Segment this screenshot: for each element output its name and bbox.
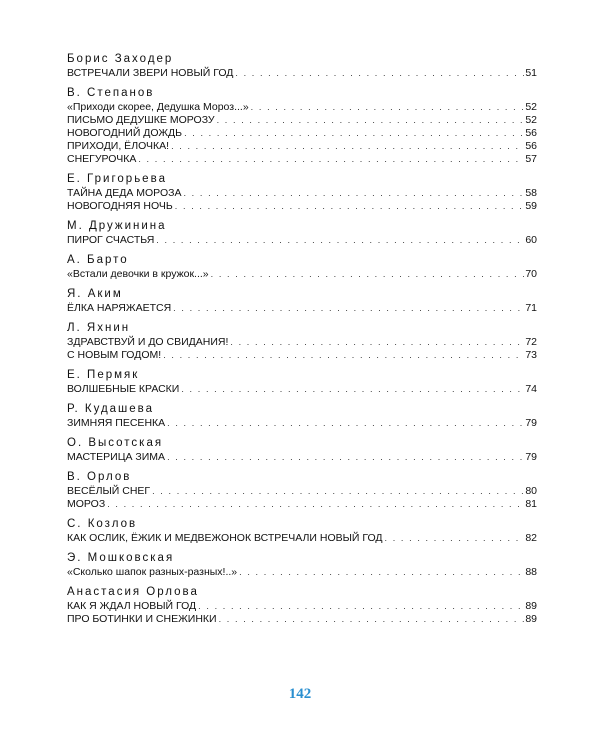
entry-page-number: 71: [525, 302, 537, 314]
toc-entry: [67, 417, 537, 430]
entry-title: ЗДРАВСТВУЙ И ДО СВИДАНИЯ!: [67, 336, 229, 348]
entry-title: МОРОЗ: [67, 498, 106, 510]
toc-entry: [67, 268, 537, 281]
toc-section: [67, 172, 537, 213]
toc-section: [67, 517, 537, 545]
toc-entry: [67, 234, 537, 247]
toc-entry: [67, 140, 537, 153]
toc-section: [67, 86, 537, 166]
toc-section: [67, 52, 537, 80]
entry-title: ТАЙНА ДЕДА МОРОЗА: [67, 187, 182, 199]
entry-page-number: 79: [525, 417, 537, 429]
entry-page-number: 56: [525, 140, 537, 152]
entry-page-number: 74: [525, 383, 537, 395]
entry-page-number: 59: [525, 200, 537, 212]
dot-leader: [171, 140, 524, 153]
toc-section: [67, 287, 537, 315]
dot-leader: [219, 613, 525, 626]
dot-leader: [156, 234, 524, 247]
entry-page-number: 52: [525, 114, 537, 126]
dot-leader: [163, 349, 524, 362]
dot-leader: [184, 127, 524, 140]
entry-title: ЁЛКА НАРЯЖАЕТСЯ: [67, 302, 172, 314]
toc-entry: [67, 200, 537, 213]
author-name: В. Орлов: [67, 471, 132, 483]
entry-title: КАК ОСЛИК, ЁЖИК И МЕДВЕЖОНОК ВСТРЕЧАЛИ НОВЫЙ ГОД: [67, 532, 383, 544]
entry-title: НОВОГОДНЯЯ НОЧЬ: [67, 200, 173, 212]
author-name: Е. Пермяк: [67, 369, 140, 381]
entry-title: НОВОГОДНИЙ ДОЖДЬ: [67, 127, 183, 139]
toc-entry: [67, 67, 537, 80]
entry-title: ВСТРЕЧАЛИ ЗВЕРИ НОВЫЙ ГОД: [67, 67, 234, 79]
toc-section: [67, 436, 537, 464]
toc-entry: [67, 613, 537, 626]
toc-entry: [67, 302, 537, 315]
toc-entry: [67, 153, 537, 166]
toc-section: [67, 551, 537, 579]
entry-page-number: 57: [525, 153, 537, 165]
entry-page-number: 82: [525, 532, 537, 544]
entry-page-number: 72: [525, 336, 537, 348]
author-name: Р. Кудашева: [67, 403, 155, 415]
entry-page-number: 79: [525, 451, 537, 463]
entry-page-number: 51: [525, 67, 537, 79]
entry-page-number: 73: [525, 349, 537, 361]
entry-title: ЗИМНЯЯ ПЕСЕНКА: [67, 417, 166, 429]
entry-title: ПРО БОТИНКИ И СНЕЖИНКИ: [67, 613, 217, 625]
entry-title: «Приходи скорее, Дедушка Мороз...»: [67, 101, 249, 113]
author-name: С. Козлов: [67, 518, 138, 530]
dot-leader: [167, 451, 524, 464]
dot-leader: [239, 566, 524, 579]
author-name: Э. Мошковская: [67, 552, 175, 564]
dot-leader: [230, 336, 524, 349]
dot-leader: [217, 114, 525, 127]
author-name: Е. Григорьева: [67, 173, 167, 185]
entry-title: ПИРОГ СЧАСТЬЯ: [67, 234, 155, 246]
dot-leader: [251, 101, 525, 114]
toc-entry: [67, 451, 537, 464]
dot-leader: [107, 498, 524, 511]
entry-title: СНЕГУРОЧКА: [67, 153, 137, 165]
dot-leader: [152, 485, 524, 498]
author-name: О. Высотская: [67, 437, 164, 449]
author-name: Я. Аким: [67, 288, 123, 300]
toc-entry: [67, 187, 537, 200]
entry-title: ВОЛШЕБНЫЕ КРАСКИ: [67, 383, 180, 395]
toc-entry: [67, 101, 537, 114]
entry-page-number: 89: [525, 613, 537, 625]
author-name: Борис Заходер: [67, 53, 174, 65]
entry-page-number: 89: [525, 600, 537, 612]
toc-entry: [67, 127, 537, 140]
entry-title: «Сколько шапок разных-разных!..»: [67, 566, 238, 578]
toc-entry: [67, 566, 537, 579]
dot-leader: [235, 67, 524, 80]
toc-section: [67, 402, 537, 430]
entry-page-number: 60: [525, 234, 537, 246]
author-name: В. Степанов: [67, 87, 155, 99]
entry-page-number: 70: [525, 268, 537, 280]
toc-entry: [67, 114, 537, 127]
toc-entry: [67, 532, 537, 545]
toc-section: [67, 219, 537, 247]
toc-entry: [67, 498, 537, 511]
dot-leader: [211, 268, 525, 281]
dot-leader: [167, 417, 524, 430]
entry-page-number: 56: [525, 127, 537, 139]
dot-leader: [183, 187, 524, 200]
toc-section: [67, 368, 537, 396]
entry-title: ВЕСЁЛЫЙ СНЕГ: [67, 485, 151, 497]
entry-page-number: 81: [525, 498, 537, 510]
dot-leader: [385, 532, 525, 545]
toc-entry: [67, 600, 537, 613]
dot-leader: [173, 302, 524, 315]
entry-title: ПИСЬМО ДЕДУШКЕ МОРОЗУ: [67, 114, 215, 126]
author-name: Анастасия Орлова: [67, 586, 199, 598]
toc-entry: [67, 349, 537, 362]
table-of-contents: [67, 52, 537, 632]
toc-entry: [67, 336, 537, 349]
toc-section: [67, 321, 537, 362]
dot-leader: [198, 600, 524, 613]
author-name: А. Барто: [67, 254, 129, 266]
entry-title: МАСТЕРИЦА ЗИМА: [67, 451, 166, 463]
dot-leader: [175, 200, 525, 213]
entry-title: С НОВЫМ ГОДОМ!: [67, 349, 162, 361]
dot-leader: [181, 383, 524, 396]
entry-title: «Встали девочки в кружок...»: [67, 268, 209, 280]
toc-entry: [67, 383, 537, 396]
entry-page-number: 58: [525, 187, 537, 199]
author-name: Л. Яхнин: [67, 322, 131, 334]
toc-section: [67, 253, 537, 281]
author-name: М. Дружинина: [67, 220, 167, 232]
toc-entry: [67, 485, 537, 498]
toc-section: [67, 585, 537, 626]
entry-title: ПРИХОДИ, ЁЛОЧКА!: [67, 140, 170, 152]
entry-page-number: 88: [525, 566, 537, 578]
entry-page-number: 80: [525, 485, 537, 497]
toc-section: [67, 470, 537, 511]
entry-title: КАК Я ЖДАЛ НОВЫЙ ГОД: [67, 600, 197, 612]
dot-leader: [138, 153, 524, 166]
entry-page-number: 52: [525, 101, 537, 113]
page-number: 142: [288, 686, 312, 702]
